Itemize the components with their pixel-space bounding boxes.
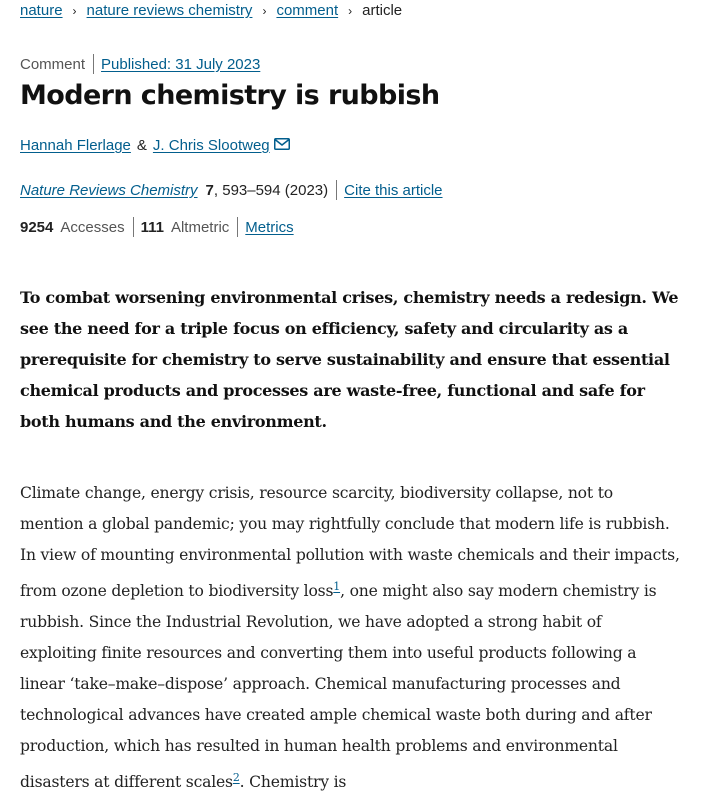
accesses-count: 9254 bbox=[20, 218, 54, 236]
author-link-flerlage[interactable]: Hannah Flerlage bbox=[20, 137, 131, 154]
article-meta bbox=[20, 54, 260, 74]
altmetric-label: Altmetric bbox=[170, 218, 230, 236]
page-title: Modern chemistry is rubbish bbox=[20, 80, 440, 111]
body-text-part1: Climate change, energy crisis, resource scarcity, biodiversity collapse, not to mention a global pandemic; you may rightfully conclude that modern life is rubbish. In view of mounting environmental pollution with waste chemicals and their impacts, from ozone depletion to biodiversity loss bbox=[20, 484, 680, 601]
author-list bbox=[20, 137, 290, 154]
body-text-part3: . Chemistry is bbox=[239, 773, 347, 792]
body-paragraph bbox=[20, 478, 680, 798]
abstract: To combat worsening environmental crises, chemistry needs a redesign. We see the need for a triple focus on efficiency, safety and circularity as a prerequisite for chemistry to serve sustainability and ensure that essential chemical products and processes are waste-free, functional and safe for both humans and the environment. bbox=[20, 288, 679, 431]
chevron-right-icon: › bbox=[72, 3, 77, 18]
author-link-slootweg[interactable]: J. Chris Slootweg bbox=[152, 137, 270, 154]
journal-link[interactable]: Nature Reviews Chemistry bbox=[20, 181, 198, 199]
breadcrumb-comment[interactable]: comment bbox=[276, 2, 339, 19]
cite-this-article-link[interactable]: Cite this article bbox=[344, 181, 443, 199]
divider bbox=[133, 217, 134, 237]
chevron-right-icon: › bbox=[348, 3, 353, 18]
divider bbox=[336, 180, 337, 200]
author-separator: & bbox=[136, 137, 147, 154]
altmetric-score: 111 bbox=[140, 218, 164, 236]
envelope-icon[interactable] bbox=[274, 137, 290, 149]
chevron-right-icon: › bbox=[262, 3, 267, 18]
body-text-part2: , one might also say modern chemistry is rubbish. Since the Industrial Revolution, we have adopted a strong habit of exploiting finite resources and converting them into useful products following a linear ‘take–make–dispose’ approach. Chemical manufacturing processes and technological advances have created ample chemical waste both during and after production, which has resulted in human health problems and environmental disasters at different scales bbox=[20, 582, 657, 792]
published-date-link[interactable]: Published: 31 July 2023 bbox=[101, 55, 261, 73]
divider bbox=[93, 54, 94, 74]
citation-line bbox=[20, 180, 443, 200]
accesses-label: Accesses bbox=[60, 218, 125, 236]
breadcrumb-nature[interactable]: nature bbox=[20, 2, 63, 19]
pages-year: , 593–594 (2023) bbox=[213, 181, 329, 199]
reference-2 bbox=[233, 770, 240, 785]
volume-number: 7 bbox=[205, 181, 214, 199]
breadcrumb-nature-reviews-chemistry[interactable]: nature reviews chemistry bbox=[86, 2, 253, 19]
metrics-link[interactable]: Metrics bbox=[245, 218, 294, 236]
reference-link-2[interactable]: 2 bbox=[232, 771, 240, 785]
reference-link-1[interactable]: 1 bbox=[333, 580, 341, 593]
metrics-bar bbox=[20, 217, 294, 237]
breadcrumb bbox=[20, 2, 402, 19]
breadcrumb-current: article bbox=[362, 2, 403, 19]
divider bbox=[237, 217, 238, 237]
article-type: Comment bbox=[20, 55, 86, 73]
